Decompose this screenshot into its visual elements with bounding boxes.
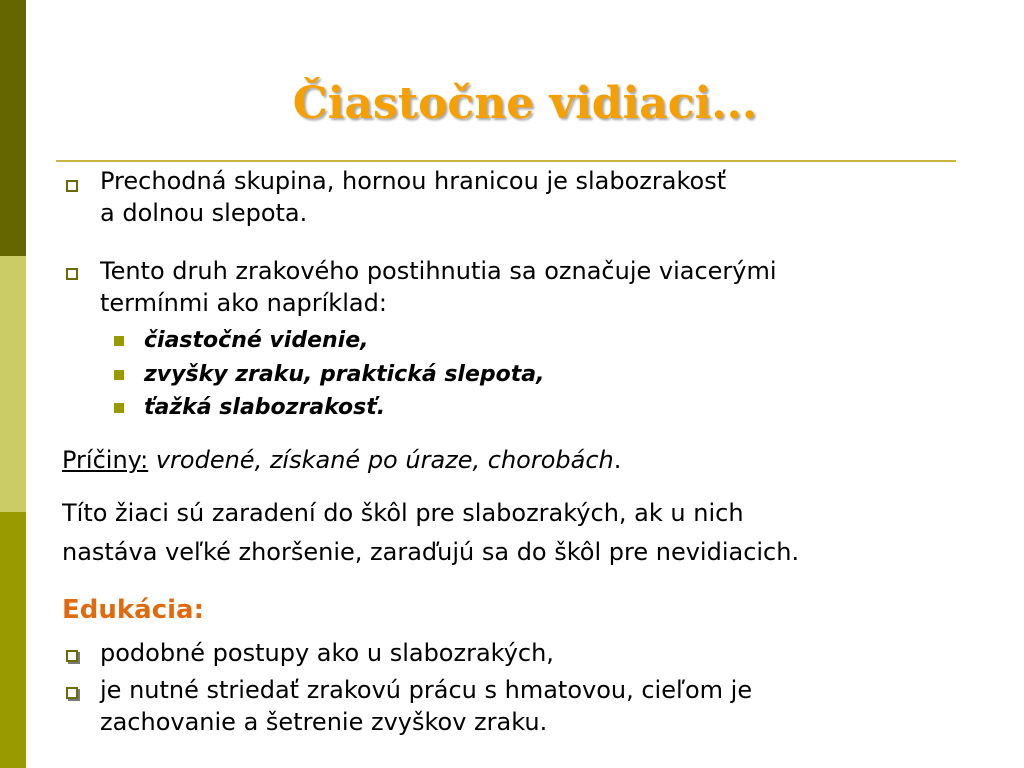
- bullet-2-line-2: termínmi ako napríklad:: [100, 289, 387, 317]
- causes-line: [62, 445, 621, 476]
- paragraph-line-2: nastáva veľké zhoršenie, zaraďujú sa do škôl pre nevidiacich.: [62, 538, 800, 566]
- sub-bullet-2: zvyšky zraku, praktická slepota,: [144, 362, 545, 387]
- paragraph-line-1: Títo žiaci sú zaradení do škôl pre slabozrakých, ak u nich: [62, 499, 744, 527]
- sub-bullet-1: čiastočné videnie,: [144, 328, 369, 353]
- sub-bullet-3: ťažká slabozrakosť.: [144, 395, 386, 420]
- filled-square-bullet-icon: [114, 336, 124, 346]
- causes-text: vrodené, získané po úraze, chorobách: [155, 446, 614, 474]
- bullet-1-line-1: Prechodná skupina, hornou hranicou je slabozrakosť: [100, 167, 727, 195]
- square-bullet-icon: [66, 180, 78, 192]
- bullet-2-line-1: Tento druh zrakového postihnutia sa označuje viacerými: [100, 257, 777, 285]
- education-item-2-line-2: zachovanie a šetrenie zvyškov zraku.: [100, 708, 548, 736]
- education-item-1: podobné postupy ako u slabozrakých,: [100, 639, 554, 667]
- square-bullet-icon: [66, 268, 78, 280]
- shadow-square-bullet-icon: [66, 687, 78, 699]
- causes-label: Príčiny:: [62, 446, 149, 474]
- education-item-2-line-1: je nutné striedať zrakovú prácu s hmatovou, cieľom je: [100, 676, 753, 704]
- filled-square-bullet-icon: [114, 370, 124, 380]
- filled-square-bullet-icon: [114, 403, 124, 413]
- slide-title: Čiastočne vidiaci...: [292, 78, 758, 129]
- bullet-1-line-2: a dolnou slepota.: [100, 199, 308, 227]
- shadow-square-bullet-icon: [66, 650, 78, 662]
- education-heading: Edukácia:: [62, 595, 204, 625]
- causes-end: .: [613, 446, 622, 474]
